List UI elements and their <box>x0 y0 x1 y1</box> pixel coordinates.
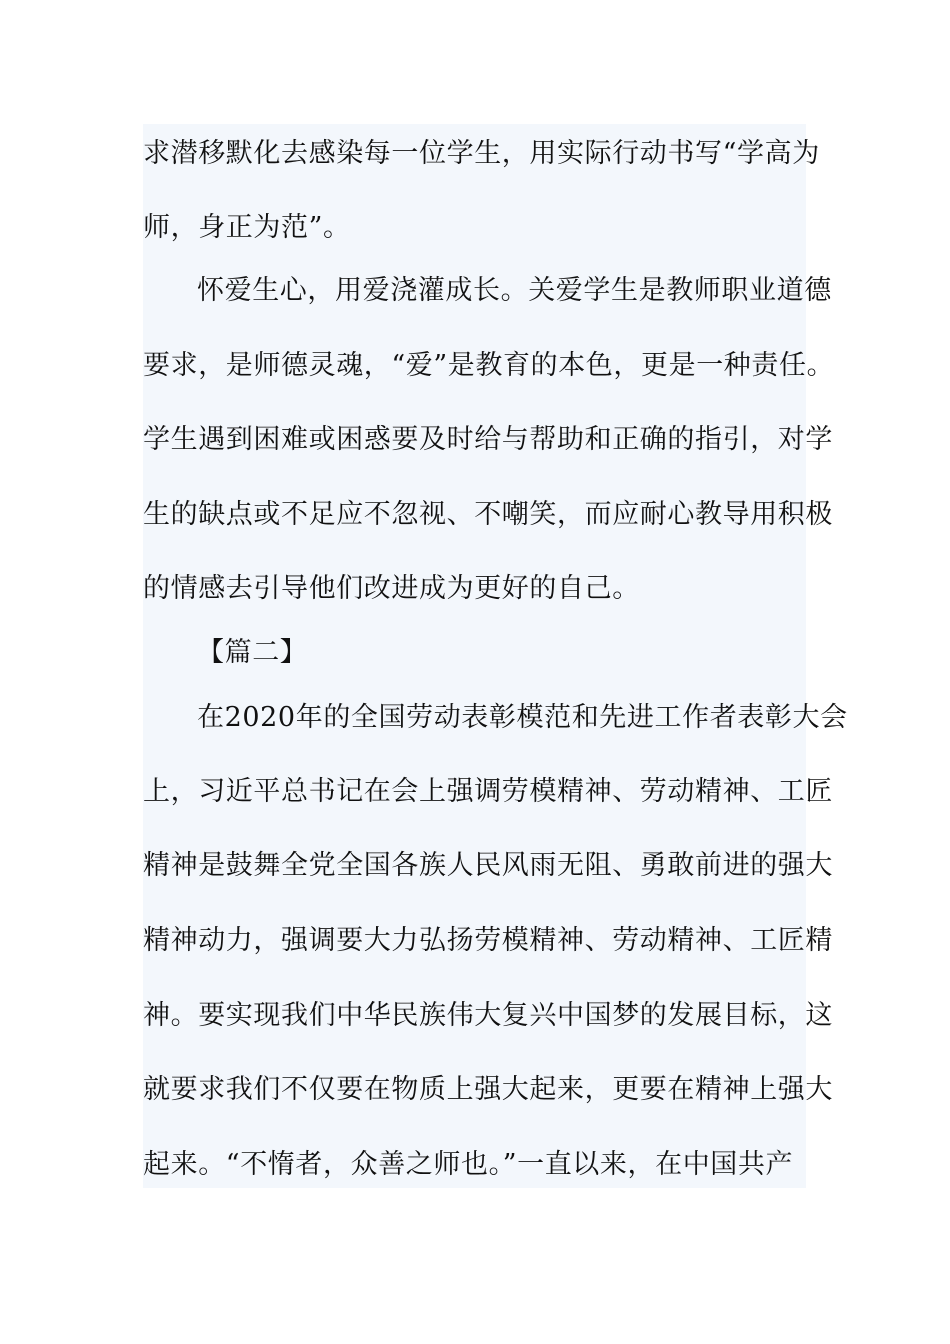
section-heading: 【篇二】 <box>197 637 308 668</box>
paragraph-line: 就要求我们不仅要在物质上强大起来，更要在精神上强大 <box>143 1074 833 1105</box>
paragraph-line: 起来。“不惰者，众善之师也。”一直以来，在中国共产 <box>143 1149 794 1180</box>
paragraph-line: 学生遇到困难或困惑要及时给与帮助和正确的指引，对学 <box>143 424 833 455</box>
paragraph-line: 生的缺点或不足应不忽视、不嘲笑，而应耐心教导用积极 <box>143 499 833 530</box>
paragraph-line: 精神是鼓舞全党全国各族人民风雨无阻、勇敢前进的强大 <box>143 850 833 881</box>
paragraph-line: 上，习近平总书记在会上强调劳模精神、劳动精神、工匠 <box>143 776 833 807</box>
paragraph-line: 在2020年的全国劳动表彰模范和先进工作者表彰大会 <box>197 702 848 733</box>
paragraph-line: 师，身正为范”。 <box>143 212 351 243</box>
paragraph-line: 要求，是师德灵魂，“爱”是教育的本色，更是一种责任。 <box>143 350 835 381</box>
paragraph-line: 精神动力，强调要大力弘扬劳模精神、劳动精神、工匠精 <box>143 925 833 956</box>
document-text-block <box>143 124 848 1188</box>
paragraph-line: 的情感去引导他们改进成为更好的自己。 <box>143 573 640 604</box>
paragraph-line: 怀爱生心，用爱浇灌成长。关爱学生是教师职业道德 <box>197 275 832 306</box>
paragraph-line: 神。要实现我们中华民族伟大复兴中国梦的发展目标，这 <box>143 1000 833 1031</box>
paragraph-line: 求潜移默化去感染每一位学生，用实际行动书写“学高为 <box>143 138 820 169</box>
